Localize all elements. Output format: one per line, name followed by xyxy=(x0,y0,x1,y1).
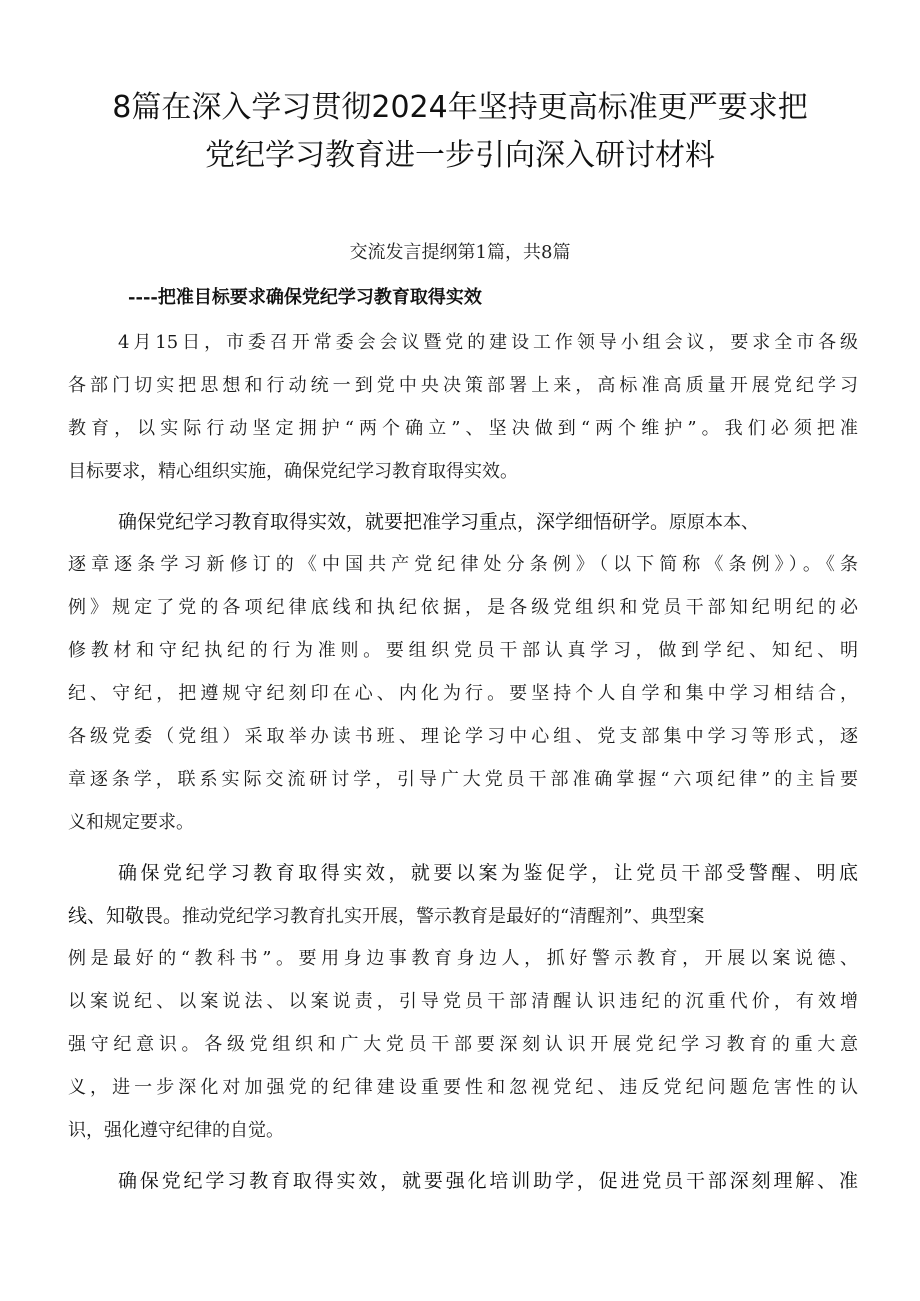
title-line-1: 8篇在深入学习贯彻2024年坚持更高标准更严要求把 xyxy=(112,90,808,125)
paragraph-lead-rest: 原原本本、 xyxy=(669,512,760,533)
paragraph-line: 识，强化遵守纪律的自觉。 xyxy=(68,1120,284,1141)
subheading: ----把准目标要求确保党纪学习教育取得实效 xyxy=(128,287,482,308)
paragraph-lead-line xyxy=(68,903,858,930)
paragraph-line: 修教材和守纪执纪的行为准则。要组织党员干部认真学习，做到学纪、知纪、明 xyxy=(68,640,858,661)
paragraph-line: 各级党委（党组）采取举办读书班、理论学习中心组、党支部集中学习等形式，逐 xyxy=(68,726,858,747)
paragraph-lead-line xyxy=(118,509,858,536)
paragraph-line: 教育，以实际行动坚定拥护“两个确立”、坚决做到“两个维护”。我们必须把准 xyxy=(68,418,858,439)
paragraph-line: 目标要求，精心组织实施，确保党纪学习教育取得实效。 xyxy=(68,461,518,482)
paragraph-lead-rest: 推动党纪学习教育扎实开展，警示教育是最好的“清醒剂”、典型案 xyxy=(182,906,705,927)
paragraph-line: 例是最好的“教科书”。要用身边事教育身边人，抓好警示教育，开展以案说德、 xyxy=(68,948,858,969)
paragraph-lead-line: 确保党纪学习教育取得实效，就要以案为鉴促学，让党员干部受警醒、明底 xyxy=(118,862,858,884)
paragraph-line: 例》规定了党的各项纪律底线和执纪依据，是各级党组织和党员干部知纪明纪的必 xyxy=(68,597,858,618)
paragraph-line: 章逐条学，联系实际交流研讨学，引导广大党员干部准确掌握“六项纪律”的主旨要 xyxy=(68,769,858,790)
paragraph-line: 逐章逐条学习新修订的《中国共产党纪律处分条例》（以下简称《条例》）。《条 xyxy=(68,554,858,575)
paragraph-lead-line: 确保党纪学习教育取得实效，就要强化培训助学，促进党员干部深刻理解、准 xyxy=(118,1170,858,1192)
paragraph-line: 义，进一步深化对加强党的纪律建设重要性和忽视党纪、违反党纪问题危害性的认 xyxy=(68,1077,858,1098)
paragraph-line: 纪、守纪，把遵规守纪刻印在心、内化为行。要坚持个人自学和集中学习相结合， xyxy=(68,683,858,704)
paragraph-line: 强守纪意识。各级党组织和广大党员干部要深刻认识开展党纪学习教育的重大意 xyxy=(68,1034,858,1055)
paragraph-lead: 确保党纪学习教育取得实效，就要把准学习重点，深学细悟研学。 xyxy=(118,511,670,533)
paragraph-line: 各部门切实把思想和行动统一到党中央决策部署上来，高标准高质量开展党纪学习 xyxy=(68,375,858,396)
subtitle: 交流发言提纲第1篇，共8篇 xyxy=(349,242,571,263)
paragraph-line: 4月15日，市委召开常委会会议暨党的建设工作领导小组会议，要求全市各级 xyxy=(118,332,858,353)
paragraph-line: 以案说纪、以案说法、以案说责，引导党员干部清醒认识违纪的沉重代价，有效增 xyxy=(68,991,858,1012)
title-line-2: 党纪学习教育进一步引向深入研讨材料 xyxy=(205,138,715,173)
paragraph-line: 义和规定要求。 xyxy=(68,812,194,833)
paragraph-lead: 线、知敬畏。 xyxy=(68,905,183,927)
